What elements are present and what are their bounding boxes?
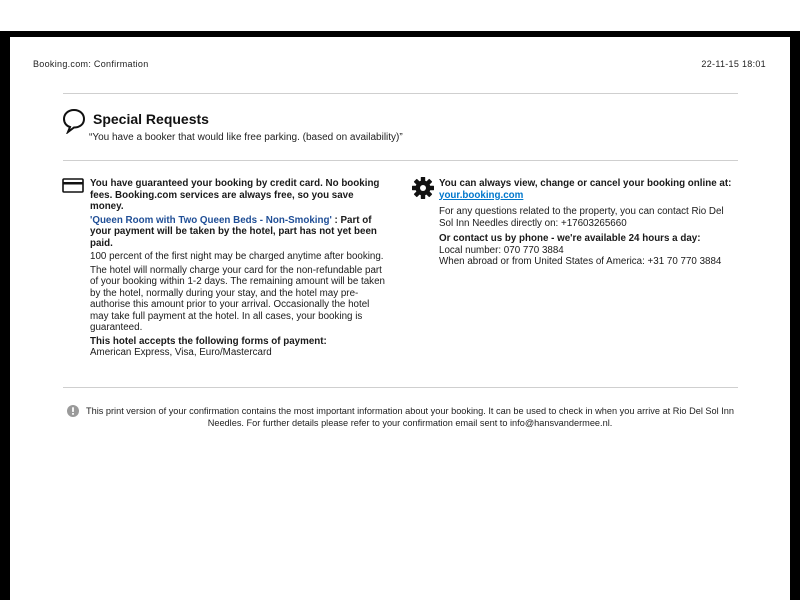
- payment-forms-heading: This hotel accepts the following forms of payment:: [90, 335, 327, 347]
- divider: [63, 387, 738, 388]
- divider: [63, 160, 738, 161]
- manage-booking-section: [439, 178, 739, 270]
- speech-bubble-icon: [62, 108, 86, 134]
- top-margin: [0, 0, 800, 31]
- room-payment-info: [90, 215, 386, 250]
- phone-heading: Or contact us by phone - we're available 24 hours a day:: [439, 233, 701, 244]
- payment-forms: American Express, Visa, Euro/Mastercard: [90, 347, 272, 358]
- abroad-number: When abroad or from United States of America: +31 70 770 3884: [439, 256, 722, 267]
- room-name: 'Queen Room with Two Queen Beds - Non-Smoking': [90, 214, 332, 226]
- gear-icon: [411, 176, 435, 200]
- your-booking-link[interactable]: your.booking.com: [439, 189, 524, 201]
- payment-section: [90, 178, 386, 361]
- payment-heading: You have guaranteed your booking by credit card. No booking fees. Booking.com services are always free, so you save money.: [90, 178, 380, 212]
- document-title: Booking.com: Confirmation: [33, 59, 149, 69]
- confirmation-page: [10, 37, 790, 600]
- special-requests-title: Special Requests: [93, 111, 209, 127]
- info-icon: [67, 405, 79, 417]
- manage-heading-text: You can always view, change or cancel your booking online at:: [439, 178, 732, 189]
- property-contact-text: For any questions related to the property, you can contact Rio Del Sol Inn Needles directly on: +17603265660: [439, 206, 724, 229]
- room-payment-text: : Part of your payment will be taken by the hotel, part has not yet been paid.: [90, 214, 377, 249]
- divider: [63, 93, 738, 94]
- credit-card-icon: [62, 178, 84, 193]
- percent-charge-text: 100 percent of the first night may be charged anytime after booking.: [90, 251, 384, 262]
- local-number: Local number: 070 770 3884: [439, 244, 564, 256]
- manage-heading: [439, 178, 739, 201]
- special-requests-text: “You have a booker that would like free parking. (based on availability)”: [89, 132, 403, 143]
- print-datetime: 22-11-15 18:01: [701, 59, 766, 69]
- charge-policy-text: The hotel will normally charge your card for the non-refundable part of your booking within 1-2 days. The remaining amount will be taken by the hotel, normally during your stay, and the hotel may pre-authorise this amount prior to your arrival. Occasionally the hotel may take full payment at the hotel. In all cases, your booking is guaranteed.: [90, 264, 385, 333]
- print-notice: This print version of your confirmation contains the most important information about your booking. It can be used to check in when you arrive at Rio Del Sol Inn Needles. For further details please refer to your confirmation email sent to info@hansvandermee.nl.: [85, 406, 735, 428]
